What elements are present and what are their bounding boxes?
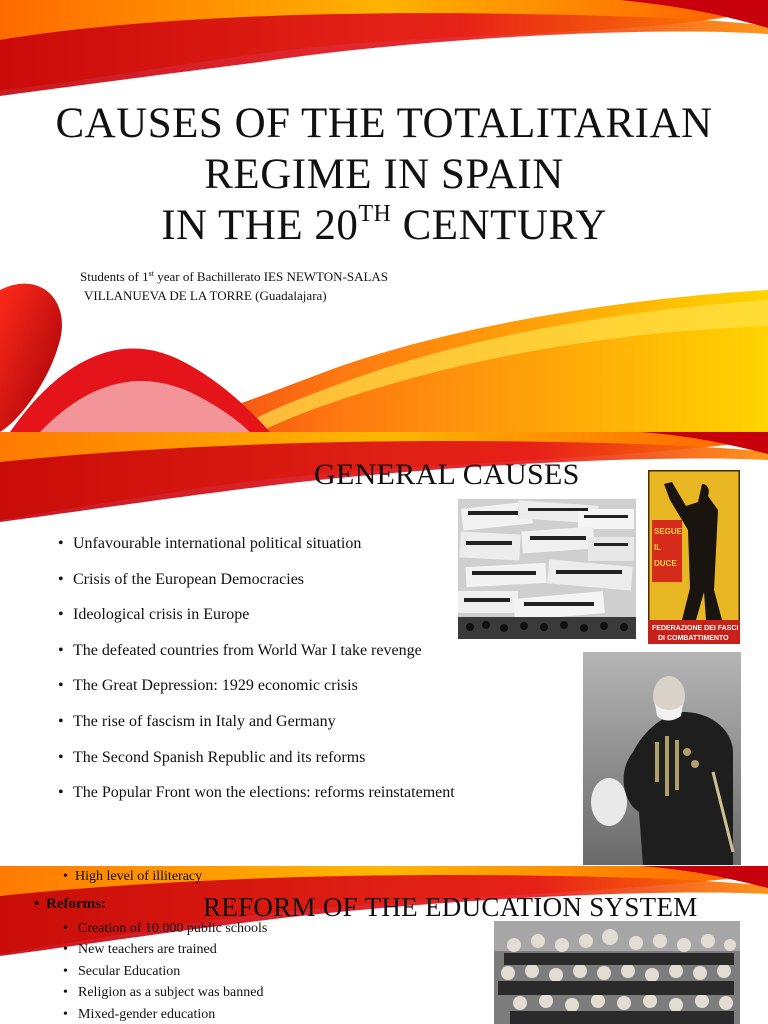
subtitle-line-1 (80, 267, 388, 286)
poster-word: SEGUE (654, 527, 683, 536)
list-item: • The Second Spanish Republic and its reforms (58, 748, 455, 784)
school-class-photo (494, 921, 740, 1024)
fascist-poster-image (648, 470, 740, 644)
reforms-label: Reforms: (46, 896, 106, 912)
military-portrait-image (583, 652, 741, 865)
list-item: • Religion as a subject was banned (63, 985, 264, 1001)
title-line-3 (0, 200, 768, 251)
slide-title: GENERAL CAUSES (314, 458, 580, 491)
poster-word: DUCE (654, 559, 677, 568)
subtitle-line-2: VILLANUEVA DE LA TORRE (Guadalajara) (84, 288, 327, 303)
subtitle-line-1-sup: st (148, 269, 154, 278)
list-item: • Unfavourable international political situation (58, 534, 455, 570)
presentation-title (0, 98, 768, 251)
list-item: • New teachers are trained (63, 942, 217, 958)
list-item: • Crisis of the European Democracies (58, 570, 455, 606)
illiteracy-bullet: • High level of illiteracy (63, 869, 203, 884)
general-causes-slide (0, 432, 768, 866)
poster-illustration (648, 470, 740, 644)
slide-title: REFORM OF THE EDUCATION SYSTEM (203, 892, 698, 922)
subtitle-line-1-prefix: Students of 1 (80, 269, 149, 284)
title-line-3-sup: TH (358, 201, 392, 227)
title-line-2: REGIME IN SPAIN (204, 151, 564, 198)
causes-list (58, 534, 455, 819)
class-photo-illustration (494, 921, 740, 1024)
newspaper-collage-image (458, 499, 636, 639)
list-item: • Mixed-gender education (63, 1006, 216, 1022)
reforms-list (63, 918, 267, 1024)
list-item: • The defeated countries from World War I take revenge (58, 641, 455, 677)
reforms-heading: • Reforms: (34, 896, 106, 912)
list-item-text: Secular Education (78, 963, 181, 979)
title-slide (0, 0, 768, 432)
list-item: • The Great Depression: 1929 economic crisis (58, 676, 455, 712)
list-item-text: Religion as a subject was banned (78, 985, 264, 1001)
portrait-illustration (583, 652, 741, 865)
illiteracy-text: High level of illiteracy (75, 869, 203, 884)
poster-word: DI COMBATTIMENTO (658, 635, 729, 642)
list-item: • The rise of fascism in Italy and Germany (58, 712, 455, 748)
subtitle-line-1-suffix: year of Bachillerato IES NEWTON-SALAS (153, 269, 389, 284)
list-item-text: New teachers are trained (78, 942, 217, 958)
presentation-subtitle (80, 267, 388, 305)
list-item: • Creation of 10.000 public schools (63, 921, 268, 936)
list-item: • Ideological crisis in Europe (58, 605, 455, 641)
education-reform-slide (0, 866, 768, 1024)
title-line-3-suffix: CENTURY (391, 202, 607, 249)
list-item: • Secular Education (63, 963, 181, 979)
newspaper-collage-illustration (458, 499, 636, 639)
title-line-3-prefix: IN THE 20 (161, 202, 359, 249)
poster-word: IL (654, 543, 662, 552)
list-item: • The Popular Front won the elections: reforms reinstatement (58, 783, 455, 819)
poster-word: FEDERAZIONE DEI FASCI (652, 625, 739, 632)
title-line-1: CAUSES OF THE TOTALITARIAN (55, 100, 713, 147)
list-item-text: Creation of 10.000 public schools (78, 921, 268, 936)
list-item-text: Mixed-gender education (78, 1006, 216, 1022)
